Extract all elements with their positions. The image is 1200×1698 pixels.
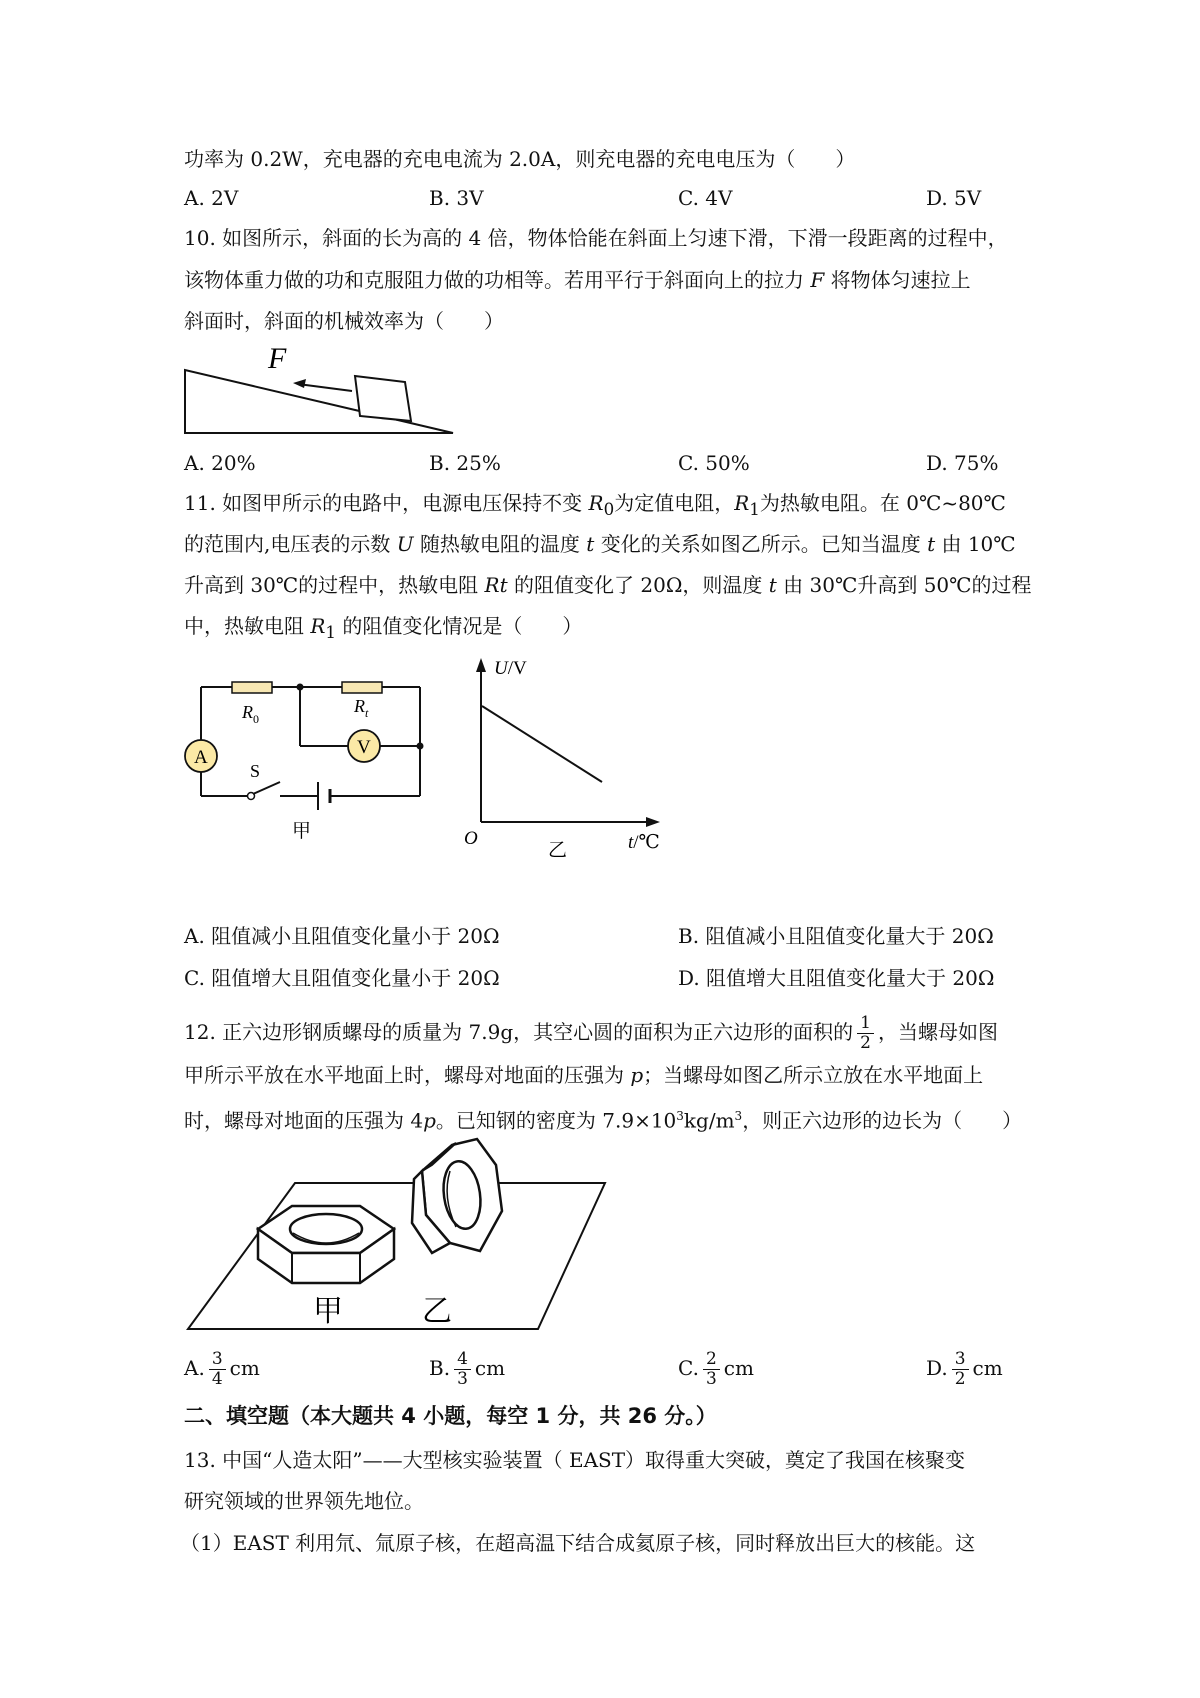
force-label: F — [268, 342, 287, 375]
q10-option-c: C. 50% — [678, 451, 750, 475]
junction-dot — [297, 684, 304, 691]
q11-line2: 的范围内,电压表的示数 U 随热敏电阻的温度 t 变化的关系如图乙所示。已知当温度 t 由 10℃ — [184, 532, 1016, 556]
q11-line1: 11. 如图甲所示的电路中，电源电压保持不变 $R_0$为定值电阻，$R_1$为热敏电阻。在 0℃~80℃ — [184, 491, 1006, 519]
switch-lever — [253, 782, 280, 794]
q12-line1: 12. 正六边形钢质螺母的质量为 7.9g，其空心圆的面积为正六边形的面积的 $\frac{1}{2}$ ，当螺母如图 — [184, 1013, 998, 1053]
ammeter-label: A — [194, 747, 208, 768]
voltmeter-label: V — [357, 737, 371, 758]
q12-line2: 甲所示平放在水平地面上时，螺母对地面的压强为 p；当螺母如图乙所示立放在水平地面上 — [184, 1063, 984, 1087]
x-axis-label: t/℃ — [628, 832, 660, 853]
figure-yi-label: 乙 — [548, 840, 568, 861]
q10-line3: 斜面时，斜面的机械效率为（ ） — [184, 309, 504, 333]
q10-line2: 该物体重力做的功和克服阻力做的功相等。若用平行于斜面向上的拉力 F 将物体匀速拉上 — [184, 268, 971, 292]
nut-figure — [180, 1135, 620, 1350]
resistor-r0 — [232, 682, 272, 693]
q10-option-a: A. 20% — [184, 451, 256, 475]
ground-plane — [188, 1183, 605, 1329]
q10-option-d: D. 75% — [926, 451, 999, 475]
q12-line3: 时，螺母对地面的压强为 4p。已知钢的密度为 $7.9\times 10^3kg/m^3$，则正六边形的边长为（ ） — [184, 1108, 1023, 1133]
q12-option-a: A. $\frac{3}{4}$ cm — [184, 1349, 260, 1389]
q9-option-b: B. 3V — [429, 186, 484, 210]
q11-option-d: D. 阻值增大且阻值变化量大于 20Ω — [678, 966, 995, 990]
q12-option-b: B. $\frac{4}{3}$ cm — [429, 1349, 506, 1389]
circuit-diagram — [180, 660, 440, 850]
q12-option-d: D. $\frac{3}{2}$ cm — [926, 1349, 1003, 1389]
r0-label: $R_0$ — [242, 702, 259, 726]
incline-plane — [185, 370, 453, 433]
q11-line4: 中，热敏电阻 $R_1$ 的阻值变化情况是（ ） — [184, 614, 583, 642]
q13-line1: 13. 中国“人造太阳”——大型核实验装置（ EAST）取得重大突破，奠定了我国在核聚变 — [184, 1448, 966, 1472]
fraction-half: $\frac{1}{2}$ — [857, 1014, 874, 1053]
u-t-graph — [450, 650, 690, 861]
flat-nut — [258, 1206, 394, 1283]
origin-label: O — [464, 828, 478, 849]
q9-option-c: C. 4V — [678, 186, 733, 210]
q12-option-c: C. $\frac{2}{3}$ cm — [678, 1349, 754, 1389]
switch-label: S — [250, 761, 261, 781]
standing-nut — [412, 1139, 502, 1253]
incline-figure — [180, 340, 470, 450]
q11-line3: 升高到 30℃的过程中，热敏电阻 Rt 的阻值变化了 20Ω，则温度 t 由 30℃升高到 50℃的过程 — [184, 573, 1032, 597]
flat-nut-label: 甲 — [313, 1295, 343, 1328]
section-heading: 二、填空题（本大题共 4 小题，每空 1 分，共 26 分。） — [184, 1404, 717, 1428]
q9-stem: 功率为 0.2W，充电器的充电电流为 2.0A，则充电器的充电电压为（ ） — [184, 147, 856, 171]
standing-nut-label: 乙 — [422, 1295, 452, 1328]
u-t-line — [482, 706, 602, 782]
resistor-rt — [342, 682, 382, 693]
q10-option-b: B. 25% — [429, 451, 501, 475]
q9-option-d: D. 5V — [926, 186, 982, 210]
force-arrow — [298, 384, 352, 391]
q13-line3: （1）EAST 利用氘、氚原子核，在超高温下结合成氦原子核，同时释放出巨大的核能。这 — [180, 1531, 976, 1555]
junction-dot — [417, 743, 424, 750]
q13-line2: 研究领域的世界领先地位。 — [184, 1489, 424, 1513]
q11-option-a: A. 阻值减小且阻值变化量小于 20Ω — [184, 924, 500, 948]
y-axis-label: U/V — [494, 658, 527, 679]
q11-option-c: C. 阻值增大且阻值变化量小于 20Ω — [184, 966, 500, 990]
figure-jia-label: 甲 — [292, 821, 312, 842]
q9-option-a: A. 2V — [184, 186, 239, 210]
block — [355, 376, 411, 421]
q10-line1: 10. 如图所示，斜面的长为高的 4 倍，物体恰能在斜面上匀速下滑，下滑一段距离的过程中， — [184, 226, 1008, 250]
q11-option-b: B. 阻值减小且阻值变化量大于 20Ω — [678, 924, 994, 948]
rt-label: $R_t$ — [354, 696, 369, 720]
